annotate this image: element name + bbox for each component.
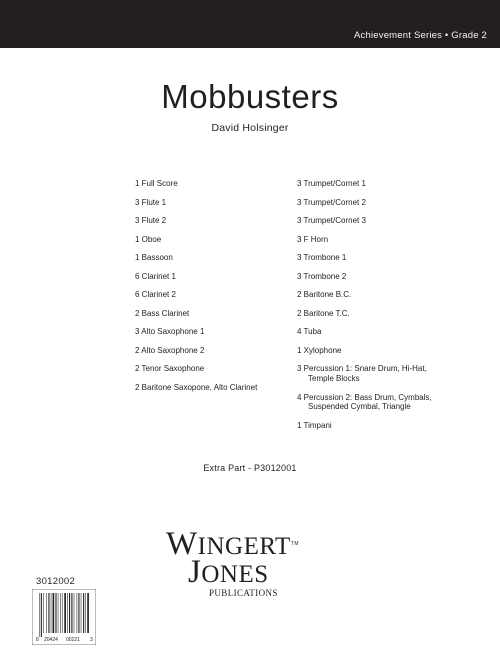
- part-item: [297, 198, 366, 208]
- barcode-bar: [81, 593, 82, 633]
- part-item: [135, 309, 189, 319]
- part-item: [297, 364, 427, 383]
- part-label: 2 Bass Clarinet: [135, 308, 190, 318]
- part-label: 1 Timpani: [297, 421, 332, 430]
- part-label: 1 Xylophone: [297, 345, 342, 355]
- part-item: [135, 272, 176, 282]
- part-item: [135, 216, 166, 226]
- barcode-digit-left: 8: [36, 637, 39, 643]
- extra-part-label: Extra Part - P3012001: [203, 463, 297, 473]
- barcode-bar: [43, 593, 44, 633]
- part-item: [135, 235, 161, 245]
- barcode-bar: [55, 593, 56, 633]
- barcode-digit-right: 3: [90, 637, 93, 643]
- part-label: 1 Bassoon: [135, 253, 173, 262]
- barcode-bar: [48, 593, 49, 633]
- barcode-bar: [71, 593, 72, 633]
- barcode-bar: [67, 593, 68, 633]
- barcode-bar: [41, 593, 42, 637]
- barcode-bar: [78, 593, 79, 633]
- part-item: [297, 327, 321, 337]
- part-label: 3 Trombone 1: [297, 253, 347, 262]
- part-label: 3 Trumpet/Cornet 3: [297, 216, 366, 225]
- part-item: [135, 327, 204, 337]
- part-item: [297, 253, 346, 263]
- barcode-bar: [39, 593, 40, 637]
- part-label: 2 Baritone B.C.: [297, 290, 352, 299]
- barcode-group-1: 20424: [44, 637, 58, 643]
- barcode-bar: [83, 593, 84, 633]
- composer-name: David Holsinger: [211, 122, 289, 134]
- barcode-bar: [69, 593, 70, 633]
- part-label: 2 Alto Saxophone 2: [135, 345, 205, 355]
- part-item: [297, 216, 366, 226]
- barcode-group-2: 00221: [66, 637, 80, 643]
- barcode-bar: [51, 593, 52, 633]
- part-item: [297, 272, 346, 282]
- part-item: [297, 179, 366, 189]
- part-label: 3 F Horn: [297, 234, 329, 244]
- part-label: 3 Percussion 1: Snare Drum, Hi-Hat,: [297, 364, 427, 373]
- logo-publications: PUBLICATIONS: [209, 588, 278, 598]
- part-label: 2 Baritone T.C.: [297, 308, 350, 318]
- barcode-bar: [85, 593, 86, 633]
- part-label: 3 Flute 2: [135, 216, 167, 225]
- part-item: [135, 198, 166, 208]
- barcode-bar: [62, 593, 63, 633]
- barcode-bar: [60, 593, 61, 633]
- barcode-bar: [77, 593, 78, 633]
- barcode-graphic: [32, 589, 96, 645]
- barcode-bar: [46, 593, 47, 633]
- part-label: 2 Baritone Saxopone, Alto Clarinet: [135, 382, 258, 392]
- part-item: [297, 290, 351, 300]
- part-label: 4 Tuba: [297, 327, 322, 336]
- part-item: [135, 253, 173, 263]
- part-label: 4 Percussion 2: Bass Drum, Cymbals,: [297, 392, 432, 402]
- part-item: [135, 346, 204, 356]
- part-label: 3 Alto Saxophone 1: [135, 327, 205, 336]
- barcode: [32, 589, 96, 645]
- part-item: [297, 421, 332, 431]
- logo-jones: JONES: [188, 554, 269, 590]
- part-item: [297, 235, 328, 245]
- barcode-bar: [87, 593, 89, 633]
- part-label: 6 Clarinet 2: [135, 290, 176, 299]
- publisher-logo: [166, 528, 346, 600]
- part-item: [297, 346, 341, 356]
- part-item: [135, 383, 257, 393]
- part-item: [135, 364, 204, 374]
- part-item: [297, 309, 350, 319]
- part-label: 1 Full Score: [135, 179, 178, 188]
- catalog-number: 3012002: [36, 576, 76, 587]
- logo-wingert: WINGERT™: [166, 526, 300, 562]
- part-item: [297, 393, 432, 412]
- part-label-continued: Temple Blocks: [308, 373, 360, 383]
- part-label: 1 Oboe: [135, 234, 162, 244]
- part-label: 2 Tenor Saxophone: [135, 364, 205, 373]
- part-label-continued: Suspended Cymbal, Triangle: [308, 402, 411, 411]
- barcode-bar: [64, 593, 66, 633]
- part-label: 3 Flute 1: [135, 197, 167, 207]
- page-title: Mobbusters: [161, 78, 339, 115]
- barcode-bar: [74, 593, 75, 633]
- barcode-bar: [53, 593, 55, 633]
- part-item: [135, 179, 178, 189]
- part-item: [135, 290, 176, 300]
- part-label: 3 Trumpet/Cornet 2: [297, 197, 366, 207]
- part-label: 6 Clarinet 1: [135, 271, 176, 281]
- part-label: 3 Trumpet/Cornet 1: [297, 179, 366, 188]
- series-label: Achievement Series • Grade 2: [353, 30, 487, 41]
- barcode-bar: [58, 593, 59, 633]
- part-label: 3 Trombone 2: [297, 271, 347, 281]
- header-bar: [0, 0, 500, 48]
